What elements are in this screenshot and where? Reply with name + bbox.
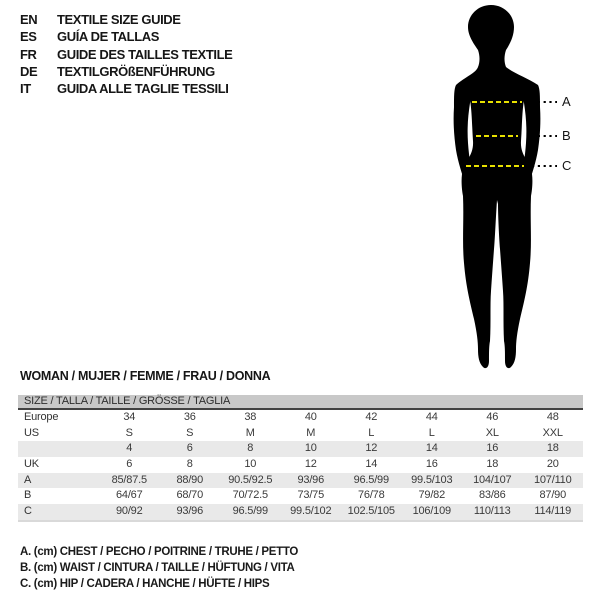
- size-cell: 18: [546, 442, 559, 455]
- language-row: [20, 46, 232, 63]
- size-row-label: B: [24, 489, 32, 502]
- size-table: [18, 395, 583, 522]
- size-row-label: Europe: [24, 411, 59, 423]
- size-cell: 12: [304, 458, 317, 471]
- size-cell: 48: [546, 411, 559, 423]
- size-cell: 70/72.5: [232, 489, 268, 502]
- language-code: FR: [20, 46, 37, 62]
- size-cell: 102.5/105: [347, 505, 395, 518]
- size-cell: 93/96: [297, 473, 325, 486]
- size-cell: 73/75: [297, 489, 325, 502]
- size-cell: 93/96: [176, 505, 204, 518]
- size-cell: 14: [365, 458, 378, 471]
- size-cell: 18: [486, 458, 499, 471]
- language-list: [20, 11, 232, 97]
- size-cell: 38: [244, 411, 257, 423]
- language-label: GUIDA ALLE TAGLIE TESSILI: [57, 81, 229, 97]
- size-table-body: [18, 410, 583, 520]
- size-cell: 68/70: [176, 489, 204, 502]
- size-cell: 85/87.5: [111, 473, 147, 486]
- legend-row: C. (cm) HIP / CADERA / HANCHE / HÜFTE / HIPS: [20, 577, 270, 590]
- language-row: [20, 80, 232, 97]
- language-code: ES: [20, 29, 37, 45]
- size-cell: 83/86: [478, 489, 506, 502]
- size-row-label: A: [24, 473, 32, 486]
- language-code: EN: [20, 12, 38, 27]
- size-cell: 16: [486, 442, 499, 455]
- legend-row: B. (cm) WAIST / CINTURA / TAILLE / HÜFTUNG / VITA: [20, 561, 295, 574]
- size-cell: 8: [186, 458, 193, 471]
- size-cell: 14: [425, 442, 438, 455]
- size-cell: 20: [546, 458, 559, 471]
- size-cell: 106/109: [412, 505, 451, 518]
- size-cell: XL: [485, 426, 499, 439]
- measurement-figure: [420, 0, 600, 380]
- size-row-label: US: [24, 426, 39, 439]
- size-cell: S: [186, 426, 194, 439]
- size-cell: 110/113: [473, 505, 511, 518]
- size-cell: 36: [183, 411, 196, 423]
- size-table-header: SIZE / TALLA / TAILLE / GRÖSSE / TAGLIA: [18, 395, 583, 410]
- legend: [20, 545, 298, 592]
- language-code: IT: [20, 81, 31, 97]
- legend-row: A. (cm) CHEST / PECHO / POITRINE / TRUHE / PETTO: [20, 546, 299, 558]
- size-cell: 42: [365, 411, 378, 423]
- size-row-label: [18, 441, 99, 457]
- language-row: [20, 11, 232, 28]
- language-label: GUIDE DES TAILLES TEXTILE: [57, 46, 233, 62]
- size-cell: 4: [126, 442, 133, 455]
- size-cell: 96.5/99: [232, 505, 268, 518]
- size-cell: 16: [425, 458, 438, 471]
- size-cell: 88/90: [176, 473, 204, 486]
- size-cell: 99.5/102: [290, 505, 332, 518]
- table-row: [18, 504, 583, 520]
- language-code: DE: [20, 63, 38, 79]
- size-cell: 87/90: [539, 489, 567, 502]
- table-row: [18, 441, 583, 457]
- language-row: [20, 28, 232, 45]
- size-cell: 90/92: [115, 505, 143, 518]
- size-cell: 104/107: [473, 473, 512, 486]
- size-cell: 8: [247, 442, 254, 455]
- size-cell: 79/82: [418, 489, 446, 502]
- size-cell: M: [245, 426, 255, 439]
- size-cell: 10: [304, 442, 317, 455]
- size-cell: 64/67: [115, 489, 143, 502]
- size-cell: L: [368, 426, 375, 439]
- language-row: [20, 63, 232, 80]
- size-cell: 6: [186, 442, 193, 455]
- size-cell: 114/119: [534, 505, 572, 518]
- size-cell: 76/78: [357, 489, 385, 502]
- size-cell: S: [125, 426, 133, 439]
- language-label: TEXTILE SIZE GUIDE: [57, 12, 181, 27]
- table-row: [18, 410, 583, 426]
- size-cell: M: [306, 426, 316, 439]
- size-cell: 10: [244, 458, 257, 471]
- size-cell: 107/110: [533, 473, 572, 486]
- marker-label-a: A: [562, 94, 571, 109]
- size-cell: 34: [123, 411, 136, 423]
- woman-silhouette-icon: [420, 0, 600, 380]
- size-cell: 96.5/99: [353, 473, 389, 486]
- size-cell: 40: [304, 411, 317, 423]
- size-row-label: C: [24, 505, 32, 518]
- size-cell: 12: [365, 442, 378, 455]
- size-cell: 44: [425, 411, 438, 423]
- size-cell: 6: [126, 458, 133, 471]
- size-row-label: UK: [24, 458, 39, 471]
- marker-label-b: B: [562, 128, 571, 143]
- size-cell: 99.5/103: [411, 473, 453, 486]
- size-cell: 46: [486, 411, 499, 423]
- size-cell: L: [428, 426, 435, 439]
- size-cell: 90.5/92.5: [228, 473, 273, 486]
- language-label: GUÍA DE TALLAS: [57, 29, 160, 45]
- table-row: [18, 426, 583, 442]
- language-label: TEXTILGRÖßENFÜHRUNG: [57, 63, 215, 79]
- size-cell: XXL: [542, 426, 563, 439]
- table-row: [18, 457, 583, 473]
- table-row: [18, 488, 583, 504]
- table-row: [18, 473, 583, 489]
- section-title: WOMAN / MUJER / FEMME / FRAU / DONNA: [20, 369, 271, 383]
- marker-label-c: C: [562, 158, 572, 173]
